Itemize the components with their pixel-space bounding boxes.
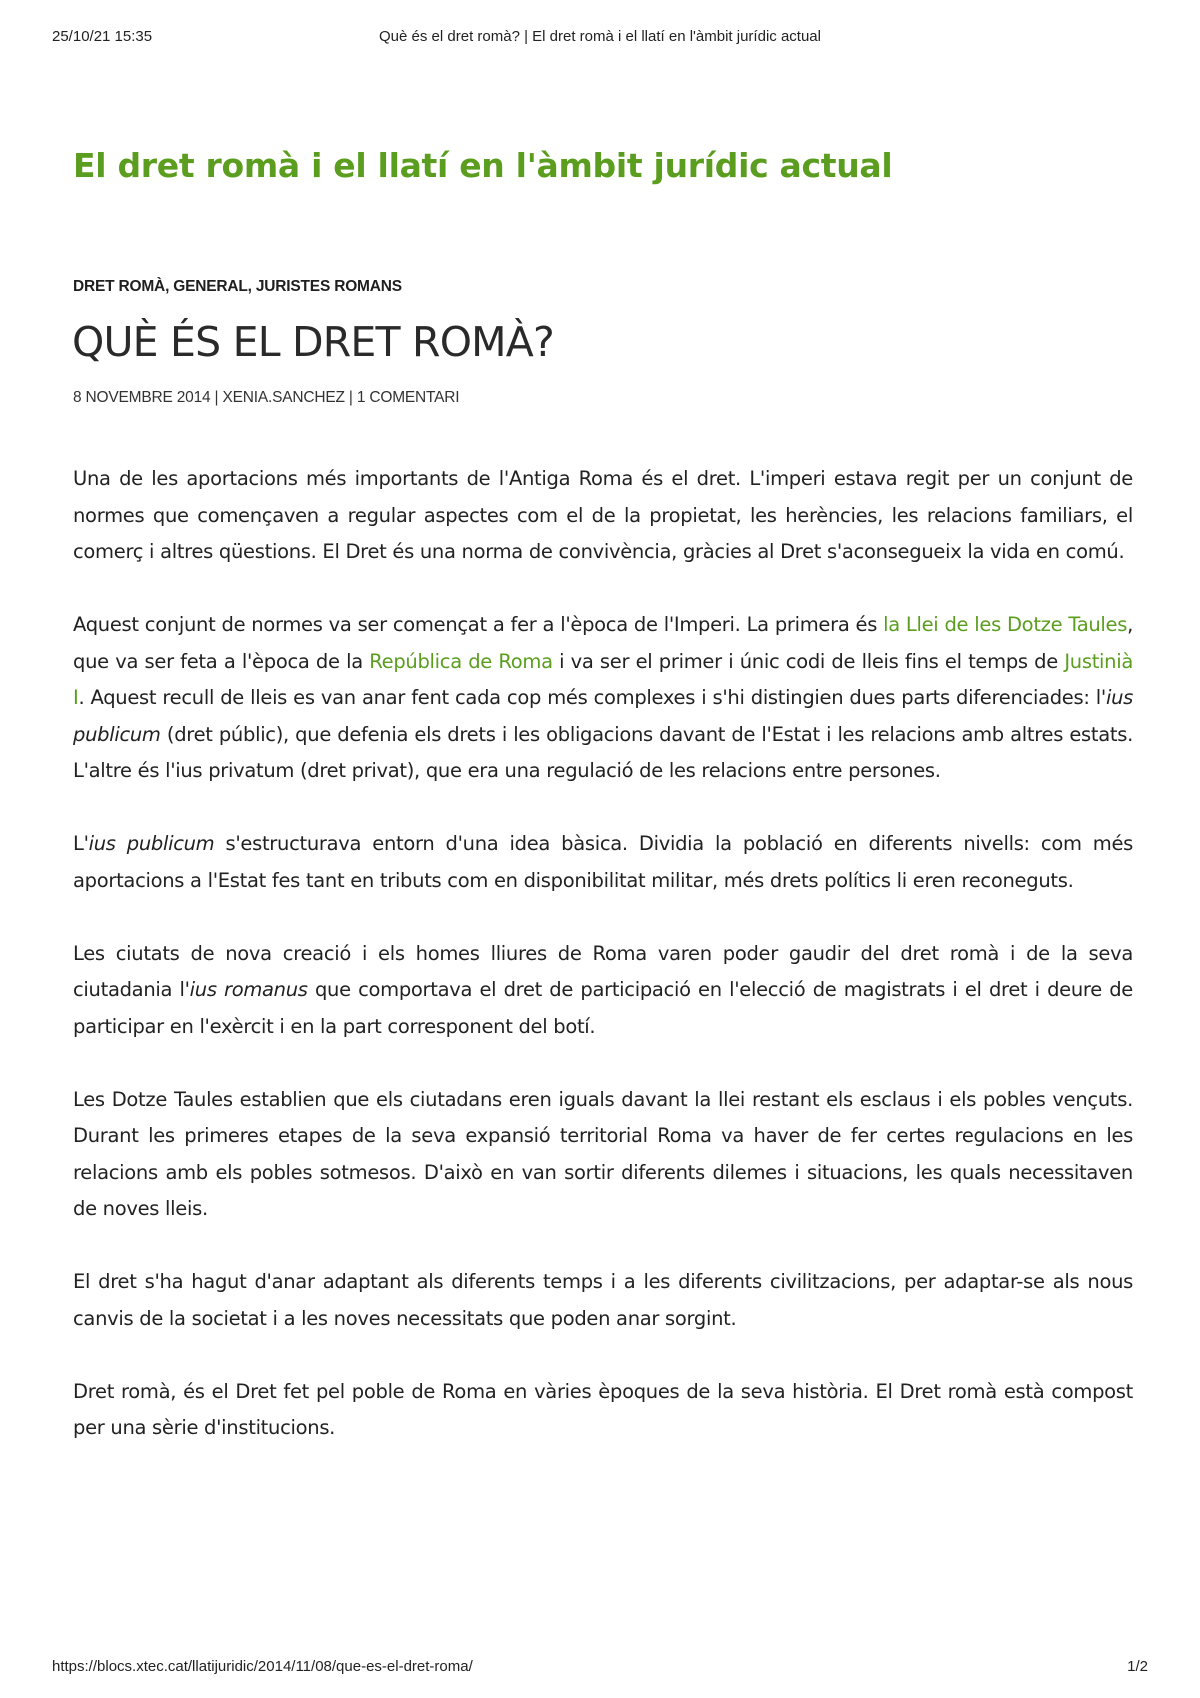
- paragraph-4: [73, 936, 1133, 1046]
- print-page-title: Què és el dret romà? | El dret romà i el llatí en l'àmbit jurídic actual: [379, 28, 821, 45]
- italic-term: ius publicum: [73, 686, 1133, 746]
- text-run: que comportava el dret de participació en l'elecció de magistrats i el dret i deure de participar en l'exèrcit i en la part corresponent del botí.: [73, 978, 1133, 1038]
- paragraph-1: Una de les aportacions més importants de l'Antiga Roma és el dret. L'imperi estava regit per un conjunt de normes que començaven a regular aspectes com el de la propietat, les herències, les relacions familiars, el comerç i altres qüestions. El Dret és una norma de convivència, gràcies al Dret s'aconsegueix la vida en comú.: [73, 467, 1133, 563]
- post-title: QUÈ ÉS EL DRET ROMÀ?: [72, 318, 554, 366]
- page-number: 1/2: [1127, 1658, 1148, 1675]
- paragraph-2: [73, 607, 1133, 790]
- paragraph-5: Les Dotze Taules establien que els ciutadans eren iguals davant la llei restant els esclaus i els pobles vençuts. Durant les primeres etapes de la seva expansió territorial Roma va haver de fer certes regulacions en les relacions amb els pobles sotmesos. D'això en van sortir diferents dilemes i situacions, les quals necessitaven de noves lleis.: [73, 1087, 1133, 1220]
- post-author-link[interactable]: XENIA.SANCHEZ: [222, 389, 345, 406]
- paragraph-6: El dret s'ha hagut d'anar adaptant als diferents temps i a les diferents civilitzacions, per adaptar-se als nous canvis de la societat i a les noves necessitats que poden anar sorgint.: [73, 1270, 1133, 1330]
- text-run: i va ser el primer i únic codi de lleis fins el temps de: [552, 649, 1065, 673]
- text-run: . Aquest recull de lleis es van anar fent cada cop més complexes i s'hi distingien dues parts diferenciades: l': [78, 686, 1106, 709]
- text-run: (dret públic), que defenia els drets i les obligacions davant de l'Estat i les relacions amb altres estats. L'altre és l'ius privatum (dret privat), que era una regulació de les relacions entre persones.: [73, 722, 1133, 782]
- post-date-link[interactable]: 8 NOVEMBRE 2014: [73, 389, 211, 406]
- meta-separator: |: [210, 389, 223, 406]
- text-run: , que va ser feta a l'època de la: [73, 613, 1134, 673]
- page-url: https://blocs.xtec.cat/llatijuridic/2014/11/08/que-es-el-dret-roma/: [52, 1658, 473, 1675]
- paragraph-7: Dret romà, és el Dret fet pel poble de Roma en vàries èpoques de la seva història. El Dret romà està compost per una sèrie d'institucions.: [73, 1379, 1133, 1439]
- text-run: Aquest conjunt de normes va ser començat a fer a l'època de l'Imperi. La primera és: [73, 613, 884, 636]
- paragraph-3: [73, 826, 1133, 899]
- post-meta: [73, 389, 459, 407]
- text-run: Les ciutats de nova creació i els homes lliures de Roma varen poder gaudir del dret romà i de la seva ciutadania l': [73, 941, 1133, 1001]
- italic-term: ius publicum: [88, 832, 215, 855]
- site-title[interactable]: El dret romà i el llatí en l'àmbit jurídic actual: [73, 146, 893, 185]
- italic-term: ius romanus: [189, 978, 308, 1001]
- category-link-juristes-romans[interactable]: JURISTES ROMANS: [255, 278, 402, 295]
- print-date: 25/10/21 15:35: [52, 28, 153, 45]
- category-separator: ,: [247, 278, 256, 295]
- meta-separator: |: [344, 389, 357, 406]
- link-justinia-i[interactable]: Justinià I: [73, 649, 1133, 709]
- text-run: L': [73, 832, 89, 855]
- post-categories: [73, 278, 402, 296]
- category-separator: ,: [165, 278, 174, 295]
- post-content: [73, 461, 1133, 1483]
- print-header: [0, 0, 1200, 70]
- text-run: s'estructurava entorn d'una idea bàsica. Dividia la població en diferents nivells: com més aportacions a l'Estat fes tant en tributs com en disponibilitat militar, més drets polítics li eren reconeguts.: [73, 832, 1134, 892]
- link-llei-dotze-taules[interactable]: la Llei de les Dotze Taules: [883, 613, 1128, 636]
- post-comments-link[interactable]: 1 COMENTARI: [356, 389, 460, 406]
- link-republica-de-roma[interactable]: República de Roma: [369, 649, 553, 673]
- category-link-dret-roma[interactable]: DRET ROMÀ: [73, 278, 166, 295]
- category-link-general[interactable]: GENERAL: [173, 278, 248, 295]
